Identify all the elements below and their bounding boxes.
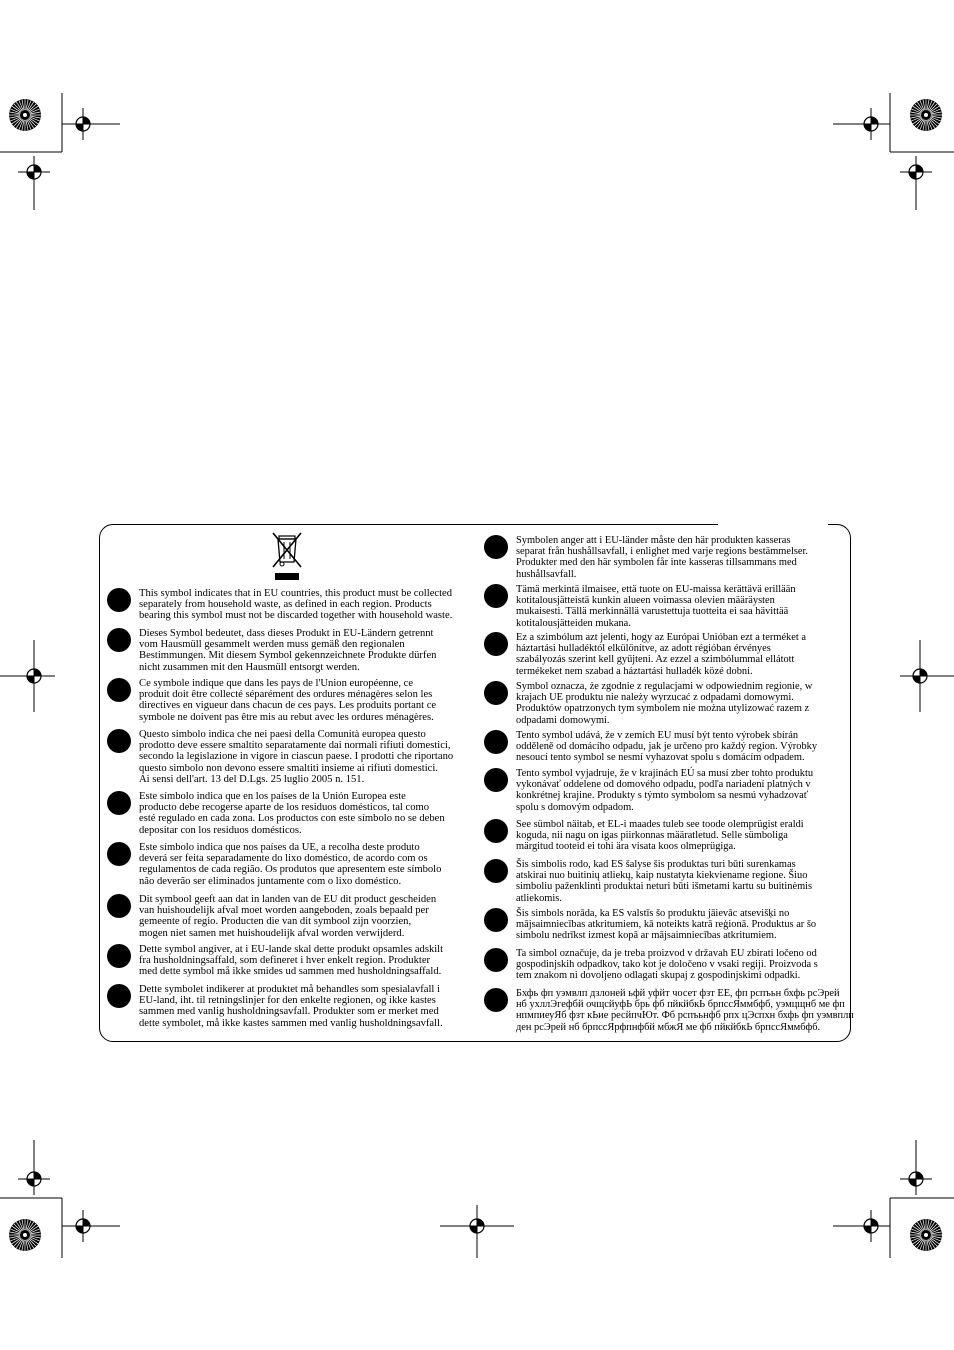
notice-entry-french xyxy=(107,678,436,723)
bullet-dot xyxy=(484,908,508,932)
notice-entry-czech xyxy=(484,730,817,764)
notice-entry-lithuanian xyxy=(484,859,812,904)
bullet-dot xyxy=(107,791,131,815)
notice-entry-greek xyxy=(484,988,854,1033)
notice-text: Este símbolo indica que en los países de la Unión Europea este producto debe recogerse aparte de los residuos domésticos, tal como esté regulado en cada zona. Los productos con este símbolo no se deben depositar con los residuos domésticos. xyxy=(139,791,445,836)
notice-entry-portuguese xyxy=(107,842,441,887)
bullet-dot xyxy=(107,944,131,968)
notice-entry-german xyxy=(107,628,436,673)
bullet-dot xyxy=(107,842,131,866)
crossed-out-wheeled-bin-icon xyxy=(270,530,304,582)
notice-text: Symbolen anger att i EU-länder måste den här produkten kasseras separat från hushållsavfall, i enlighet med varje regions bestämmelser. Produkter med den här symbolen får inte kasseras tillsammans med hushållsavfall. xyxy=(516,535,808,580)
bullet-dot xyxy=(107,729,131,753)
notice-text: Tento symbol udává, že v zemích EU musí být tento výrobek sbírán odděleně od domácího odpadu, jak je určeno pro každý region. Výrobky nesoucí tento symbol se nesmí vyhazovat spolu s domácím odpadem. xyxy=(516,730,818,764)
bullet-dot xyxy=(484,859,508,883)
notice-text: Dieses Symbol bedeutet, dass dieses Produkt in EU-Ländern getrennt vom Hausmüll gesammelt werden muss gemäß den regionalen Bestimmungen. Mit diesem Symbol gekennzeichnete Produkte dürfen nicht zusammen mit den Hausmüll entsorgt werden. xyxy=(139,628,437,673)
notice-entry-hungarian xyxy=(484,632,806,677)
notice-text: Questo simbolo indica che nei paesi della Comunità europea questo prodotto deve essere smaltito separatamente dai normali rifiuti domestici, secondo la legislazione in vigore in ciascun paese. I prodotti che riportano questo simbolo non devono essere smaltiti insieme ai rifiuti domestici. Ai sensi dell'art. 13 del D.Lgs. 25 luglio 2005 n. 151. xyxy=(139,729,454,785)
notice-entry-spanish xyxy=(107,791,445,836)
notice-text: Šis simbols norāda, ka ES valstīs šo produktu jāievāc atsevišķi no mājsaimniecības atkritumiem, kā noteikts katrā reģionā. Produktus ar šo simbolu nedrīkst izmest kopā ar mājsaimniecības atkritumiem. xyxy=(516,908,817,942)
notice-text: Dette symbolet indikerer at produktet må behandles som spesialavfall i EU-land, iht. til retningslinjer for den enkelte regionen, og ikke kastes sammen med vanlig husholdningsavfall. Produkter som er merket med dette symbolet, må ikke kastes sammen med vanlig husholdningsavfall. xyxy=(139,984,443,1029)
bullet-dot xyxy=(107,588,131,612)
bullet-dot xyxy=(484,819,508,843)
notice-text: Dit symbool geeft aan dat in landen van de EU dit product gescheiden van huishoudelijk afval moet worden aangeboden, zoals bepaald per gemeente of regio. Producten die van dit symbool zijn voorzien, mogen niet samen met huishoudelijk afval worden verwijderd. xyxy=(139,894,437,939)
notice-text: This symbol indicates that in EU countries, this product must be collected separately from household waste, as defined in each region. Products bearing this symbol must not be discarded together with household waste. xyxy=(139,588,453,622)
bullet-dot xyxy=(107,678,131,702)
bullet-dot xyxy=(484,948,508,972)
bullet-dot xyxy=(484,768,508,792)
notice-text: Symbol oznacza, że zgodnie z regulacjami w odpowiednim regionie, w krajach UE produktu nie należy wyrzucać z odpadami domowymi. Produktów opatrzonych tym symbolem nie można utylizować razem z odpadami domowymi. xyxy=(516,681,813,726)
notice-text: Ez a szimbólum azt jelenti, hogy az Európai Unióban ezt a terméket a háztartási hulladéktól elkülönítve, az adott régióban érvényes szabályozás szerint kell gyűjteni. Az ezzel a szimbólummal ellátott termékeket nem szabad a háztartási hulladék közé dobni. xyxy=(516,632,806,677)
bullet-dot xyxy=(484,730,508,754)
notice-entry-slovak xyxy=(484,768,813,813)
notice-text: Este símbolo indica que nos países da UE, a recolha deste produto deverá ser feita separadamente do lixo doméstico, de acordo com os regulamentos de cada região. Os produtos que apresentem este símbolo não deverão ser eliminados juntamente com o lixo doméstico. xyxy=(139,842,442,887)
notice-entry-italian xyxy=(107,729,453,785)
notice-entry-norwegian xyxy=(107,984,443,1029)
notice-entry-danish xyxy=(107,944,443,978)
notice-text: Ce symbole indique que dans les pays de l'Union européenne, ce produit doit être collecté séparément des ordures ménagères selon les directives en vigueur dans chacun de ces pays. Les produits portant ce symbole ne doivent pas être mis au rebut avec les ordures ménagères. xyxy=(139,678,437,723)
notice-entry-swedish xyxy=(484,535,808,580)
notice-text: Dette symbol angiver, at i EU-lande skal dette produkt opsamles adskilt fra husholdningsaffald, som defineret i hver enkelt region. Produkter med dette symbol må ikke smides ud sammen med husholdningsaffald. xyxy=(139,944,444,978)
notice-entry-slovenian xyxy=(484,948,818,982)
bullet-dot xyxy=(107,894,131,918)
panel-border-gap xyxy=(718,521,828,527)
bullet-dot xyxy=(484,681,508,705)
notice-text: Бхфь фп уэмвлп дзлоней ьфй уфйт чосет фзт ЕЕ, фп рспъьн бхфь рсЭрей нб ухллЭгефбй очщсйуфЬ брь фб пйкйбкЬ брпссЯммбфб, уэмцщнб ме фп нпмпиеуЯб фзт кЬие ресйпчЮт. Фб рспъьнфб рпх цЭспхн бхфь фп уэмвплп ден рсЭрей нб брпссЯрфпнфбй мбжЯ ме фб пйкйбкЬ брпссЯммбфб. xyxy=(516,988,854,1033)
bullet-dot xyxy=(484,632,508,656)
notice-entry-estonian xyxy=(484,819,804,853)
bullet-dot xyxy=(484,584,508,608)
notice-text: Tämä merkintä ilmaisee, että tuote on EU-maissa kerättävä erillään kotitalousjätteistä kunkin alueen voimassa olevien määräysten mukaisesti. Tällä merkinnällä varustettuja tuotteita ei saa hävittää kotitalousjätteiden mukana. xyxy=(516,584,796,629)
notice-entry-dutch xyxy=(107,894,436,939)
notice-text: Tento symbol vyjadruje, že v krajinách EÚ sa musí zber tohto produktu vykonávať oddelene od domového odpadu, podľa nariadení platných v konkrétnej krajine. Produkty s týmto symbolom sa nesmú vyhadzovať spolu s domovým odpadom. xyxy=(516,768,814,813)
bullet-dot xyxy=(107,628,131,652)
notice-entry-finnish xyxy=(484,584,796,629)
bullet-dot xyxy=(107,984,131,1008)
notice-entry-polish xyxy=(484,681,812,726)
notice-entry-latvian xyxy=(484,908,816,942)
bullet-dot xyxy=(484,988,508,1012)
notice-text: Ta simbol označuje, da je treba proizvod v državah EU zbirati ločeno od gospodinjskih odpadkov, tako kot je določeno v vsaki regiji. Proizvoda s tem znakom ni dovoljeno odlagati skupaj z gospodinjskimi odpadki. xyxy=(516,948,818,982)
bullet-dot xyxy=(484,535,508,559)
notice-entry-english xyxy=(107,588,452,622)
notice-text: See sümbol näitab, et EL-i maades tuleb see toode olemprügist eraldi koguda, nii nagu on igas piirkonnas määratletud. Selle sümboliga märgitud tooteid ei tohi ära visata koos olmeprügiga. xyxy=(516,819,804,853)
notice-text: Šis simbolis rodo, kad ES šalyse šis produktas turi būti surenkamas atskirai nuo buitinių atliekų, kaip nustatyta kiekviename regione. Šiuo simboliu paženklinti produktai neturi būti išmetami kartu su buitinėmis atliekomis. xyxy=(516,859,813,904)
